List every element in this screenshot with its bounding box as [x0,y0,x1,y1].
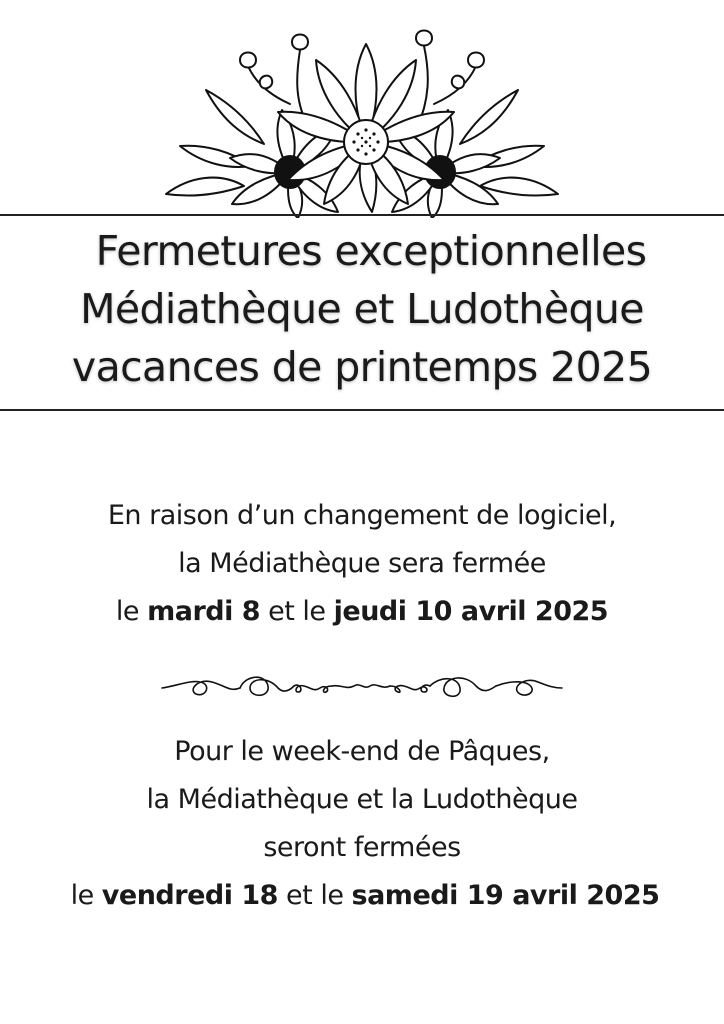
notice2-line-1: Pour le week-end de Pâques, [174,736,550,767]
notice2-line-3: seront fermées [263,832,461,863]
notice2-mid: et le [277,880,352,911]
notice2-prefix: le [70,880,102,911]
title-block [0,222,724,396]
page-title-line-2: Médiathèque et Ludothèque [80,285,644,333]
top-divider-line [0,214,724,216]
notice2-date-2: samedi 19 avril 2025 [351,880,660,911]
page-title-line-3: vacances de printemps 2025 [71,343,653,391]
notice1-line-3 [0,588,724,636]
notice2-line-2: la Médiathèque et la Ludothèque [146,784,578,815]
notice1-mid: et le [260,596,334,627]
notice2-date-1: vendredi 18 [101,880,278,911]
page-title-line-1: Fermetures exceptionnelles [95,227,647,275]
notice-software-change [0,492,724,636]
flower-bouquet-icon [160,26,564,218]
notice-easter-weekend [0,728,724,920]
notice1-date-1: mardi 8 [147,596,261,627]
notice1-line-1: En raison d’un changement de logiciel, [107,500,617,531]
bottom-divider-line [0,409,724,411]
ornamental-swirl-divider-icon [160,664,564,710]
notice2-line-4 [0,872,724,920]
notice1-prefix: le [115,596,148,627]
notice1-date-2: jeudi 10 avril 2025 [333,596,609,627]
notice1-line-2: la Médiathèque sera fermée [178,548,546,579]
